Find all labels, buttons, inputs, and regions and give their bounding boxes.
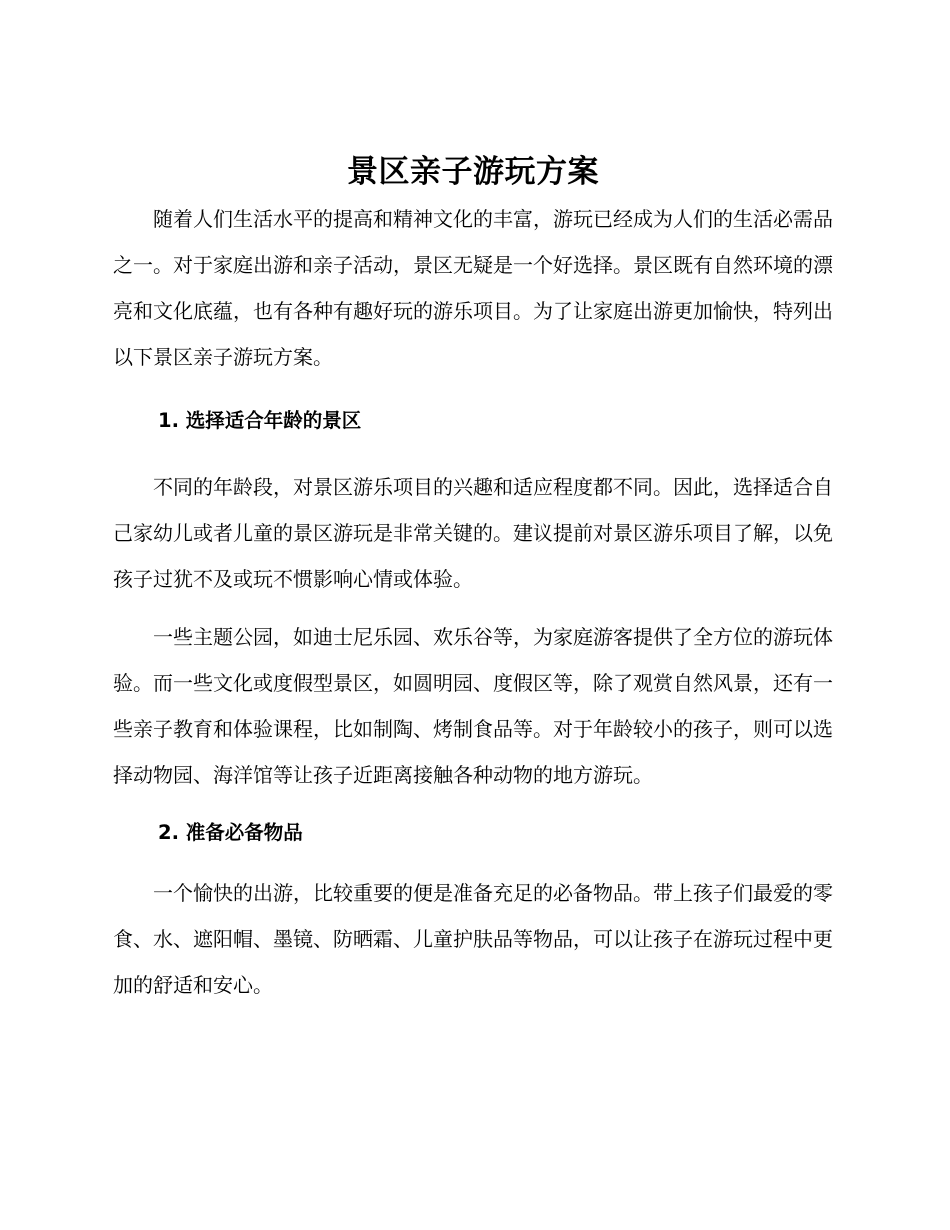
items-paragraph: 一个愉快的出游，比较重要的便是准备充足的必备物品。带上孩子们最爱的零食、水、遮阳帽、墨镜、防晒霜、儿童护肤品等物品，可以让孩子在游玩过程中更加的舒适和安心。 [113,881,833,997]
section-heading-items: 2. 准备必备物品 [158,821,303,844]
document-page [113,150,833,1008]
document-title: 景区亲子游玩方案 [347,154,599,190]
age-paragraph-1: 不同的年龄段，对景区游乐项目的兴趣和适应程度都不同。因此，选择适合自己家幼儿或者儿童的景区游玩是非常关键的。建议提前对景区游乐项目了解，以免孩子过犹不及或玩不惯影响心情或体验。 [113,475,833,591]
section-heading-age: 1. 选择适合年龄的景区 [158,409,362,432]
intro-paragraph: 随着人们生活水平的提高和精神文化的丰富，游玩已经成为人们的生活必需品之一。对于家庭出游和亲子活动，景区无疑是一个好选择。景区既有自然环境的漂亮和文化底蕴，也有各种有趣好玩的游乐项目。为了让家庭出游更加愉快，特列出以下景区亲子游玩方案。 [113,207,833,369]
age-paragraph-2: 一些主题公园，如迪士尼乐园、欢乐谷等，为家庭游客提供了全方位的游玩体验。而一些文化或度假型景区，如圆明园、度假区等，除了观赏自然风景，还有一些亲子教育和体验课程，比如制陶、烤制食品等。对于年龄较小的孩子，则可以选择动物园、海洋馆等让孩子近距离接触各种动物的地方游玩。 [113,625,833,787]
